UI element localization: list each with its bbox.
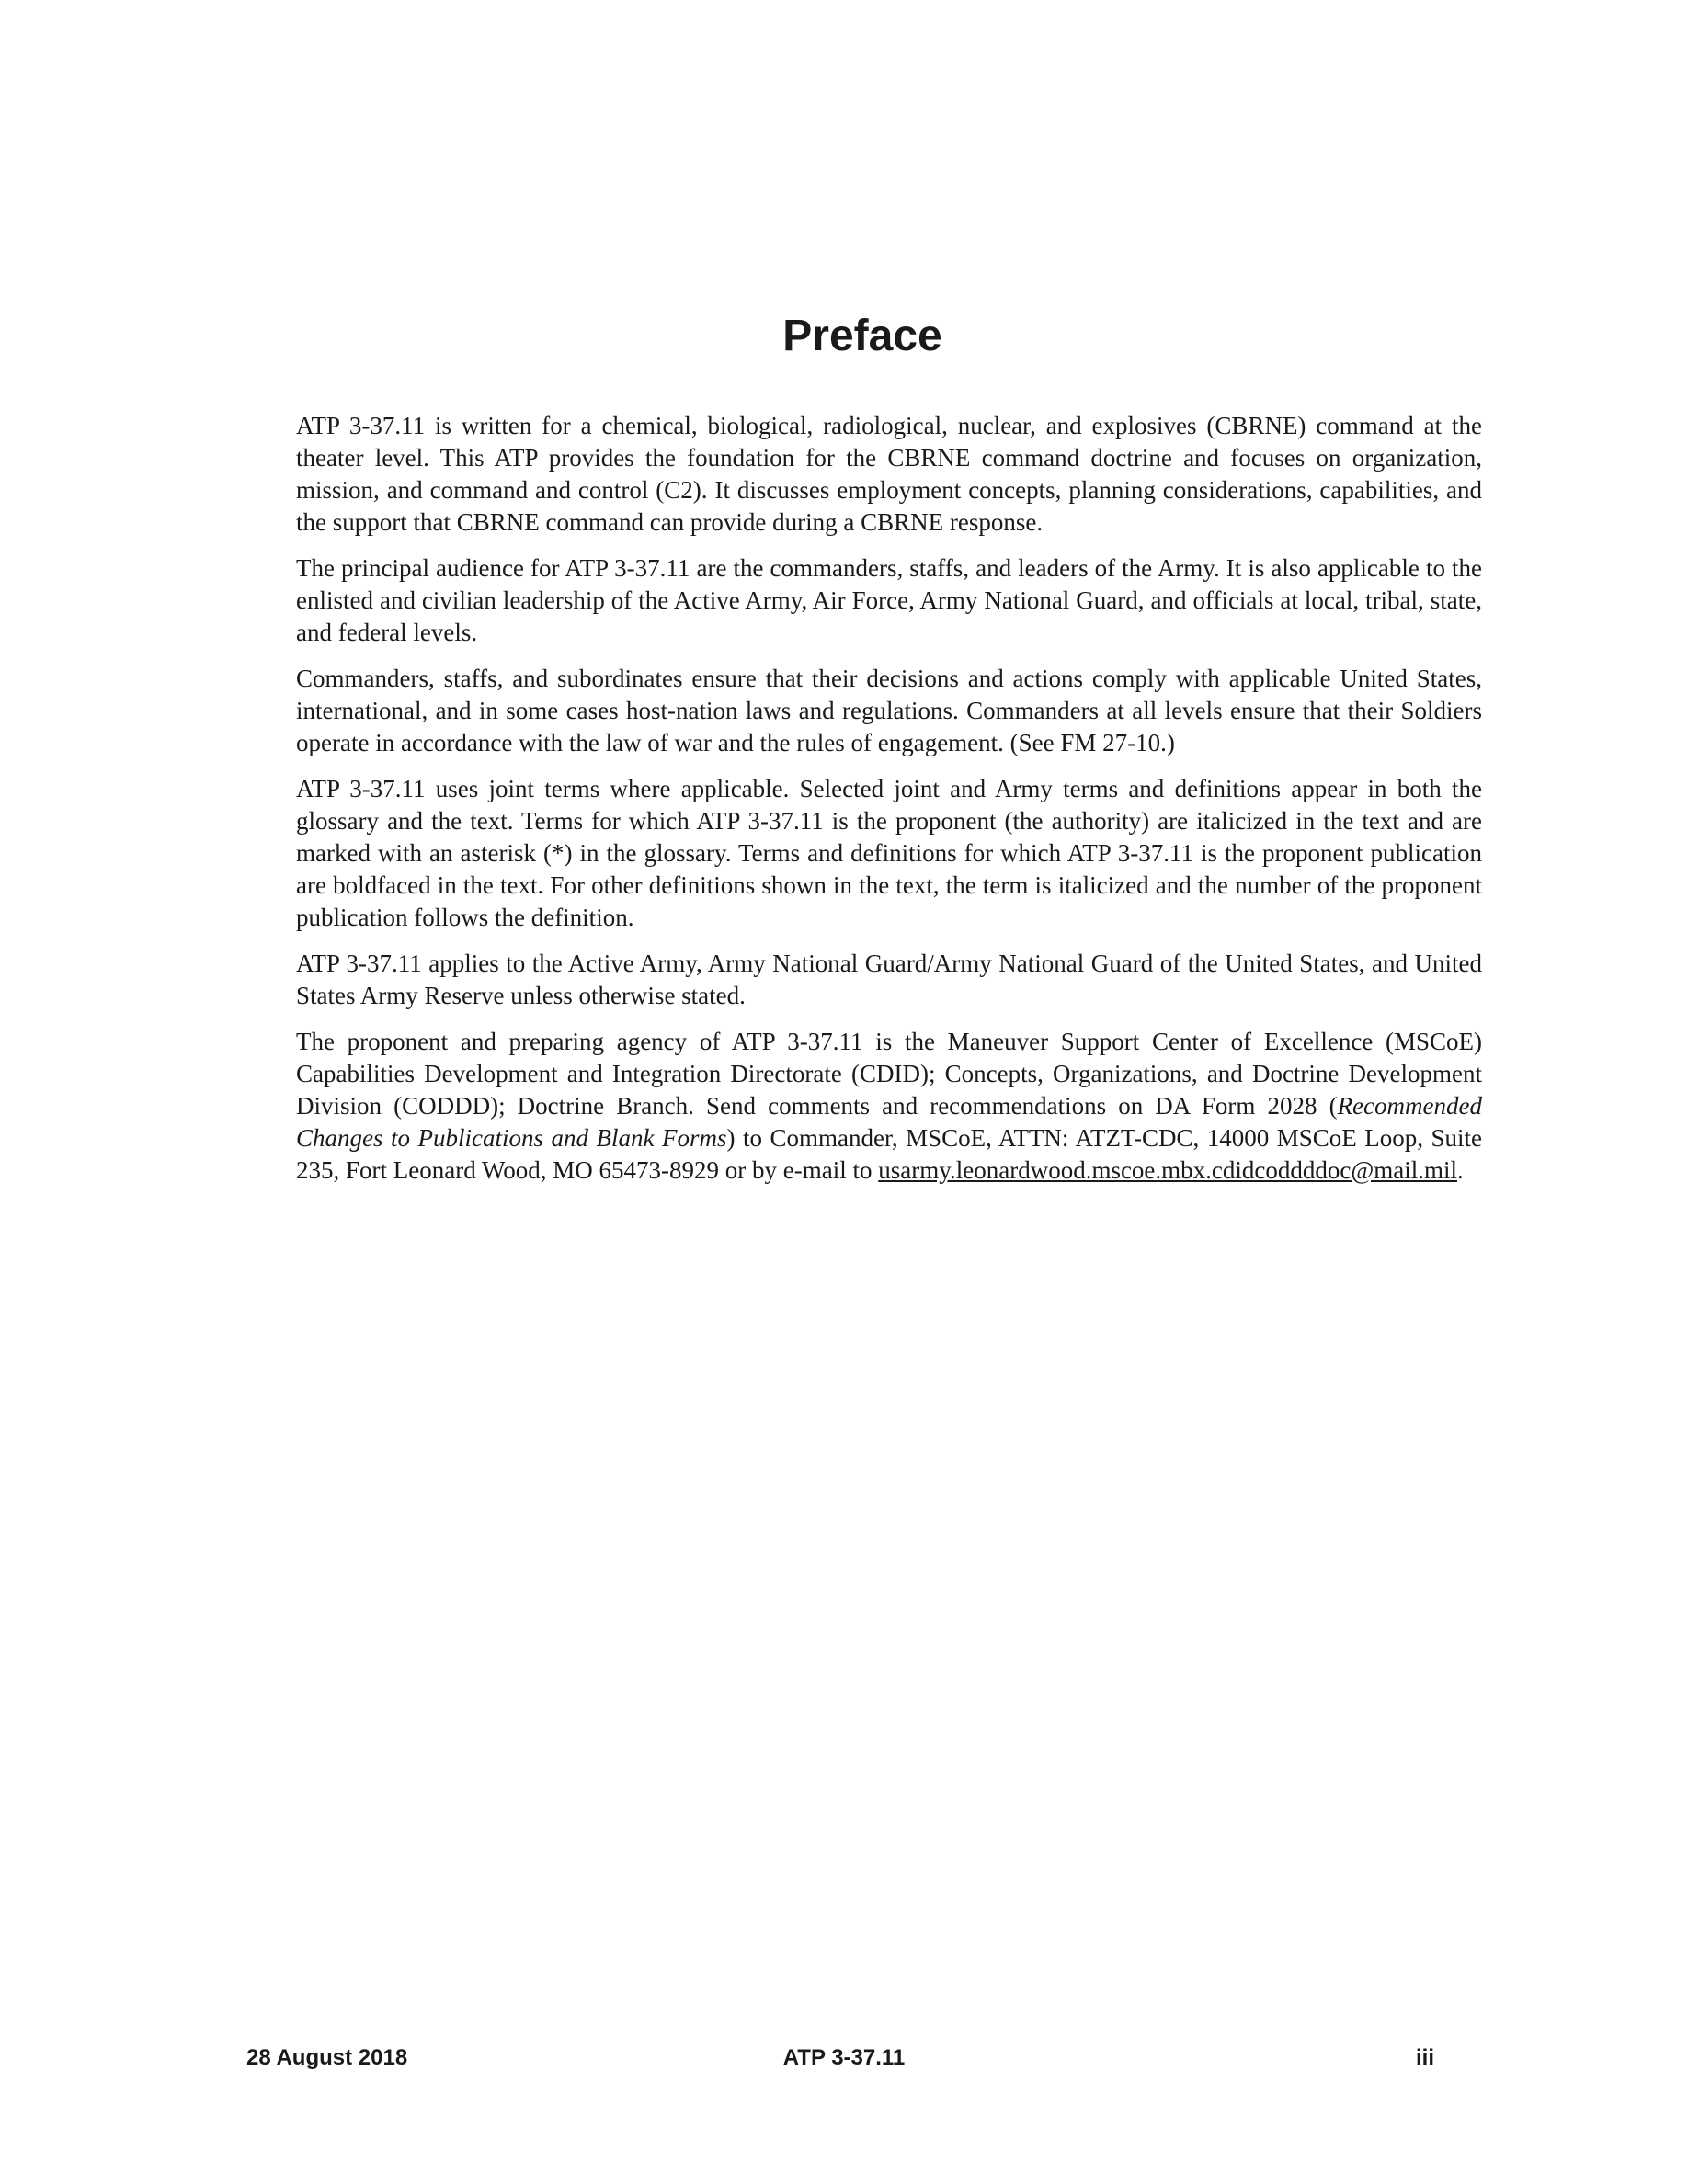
preface-body bbox=[296, 410, 1482, 1200]
footer-page-number: iii bbox=[1416, 2045, 1435, 2070]
email-link[interactable]: usarmy.leonardwood.mscoe.mbx.cdidcoddddoc@mail.mil bbox=[878, 1156, 1457, 1184]
proponent-text-part1: The proponent and preparing agency of ATP 3-37.11 is the Maneuver Support Center of Excellence (MSCoE) Capabilities Development and Integration Directorate (CDID); Concepts, Organizations, and Doctrine Development Division (CODDD); Doctrine Branch. Send comments and recommendations on DA Form 2028 ( bbox=[296, 1028, 1482, 1120]
paragraph-proponent bbox=[296, 1026, 1482, 1187]
page-title: Preface bbox=[782, 312, 942, 360]
paragraph-intro: ATP 3-37.11 is written for a chemical, biological, radiological, nuclear, and explosives (CBRNE) command at the theater level. This ATP provides the foundation for the CBRNE command doctrine and focuses on organization, mission, and command and control (C2). It discusses employment concepts, planning considerations, capabilities, and the support that CBRNE command can provide during a CBRNE response. bbox=[296, 412, 1482, 536]
proponent-text-end: . bbox=[1456, 1156, 1464, 1184]
paragraph-terms: ATP 3-37.11 uses joint terms where applicable. Selected joint and Army terms and definitions appear in both the glossary and the text. Terms for which ATP 3-37.11 is the proponent (the authority) are italicized in the text and are marked with an asterisk (*) in the glossary. Terms and definitions for which ATP 3-37.11 is the proponent publication are boldfaced in the text. For other definitions shown in the text, the term is italicized and the number of the proponent publication follows the definition. bbox=[296, 775, 1482, 931]
paragraph-compliance: Commanders, staffs, and subordinates ensure that their decisions and actions comply with applicable United States, international, and in some cases host-nation laws and regulations. Commanders at all levels ensure that their Soldiers operate in accordance with the law of war and the rules of engagement. (See FM 27-10.) bbox=[296, 665, 1482, 756]
footer-date: 28 August 2018 bbox=[246, 2045, 408, 2070]
paragraph-audience: The principal audience for ATP 3-37.11 are the commanders, staffs, and leaders of the Army. It is also applicable to the enlisted and civilian leadership of the Active Army, Air Force, Army National Guard, and officials at local, tribal, state, and federal levels. bbox=[296, 554, 1482, 646]
paragraph-applicability: ATP 3-37.11 applies to the Active Army, Army National Guard/Army National Guard of the United States, and United States Army Reserve unless otherwise stated. bbox=[296, 950, 1482, 1009]
form-title: Recommended Changes to Publications and Blank Forms bbox=[296, 1092, 1482, 1152]
footer-publication: ATP 3-37.11 bbox=[782, 2045, 906, 2070]
proponent-text-part2: ) to Commander, MSCoE, ATTN: ATZT-CDC, 14000 MSCoE Loop, Suite 235, Fort Leonard Wood, MO 65473-8929 or by e-mail to bbox=[296, 1124, 1482, 1184]
